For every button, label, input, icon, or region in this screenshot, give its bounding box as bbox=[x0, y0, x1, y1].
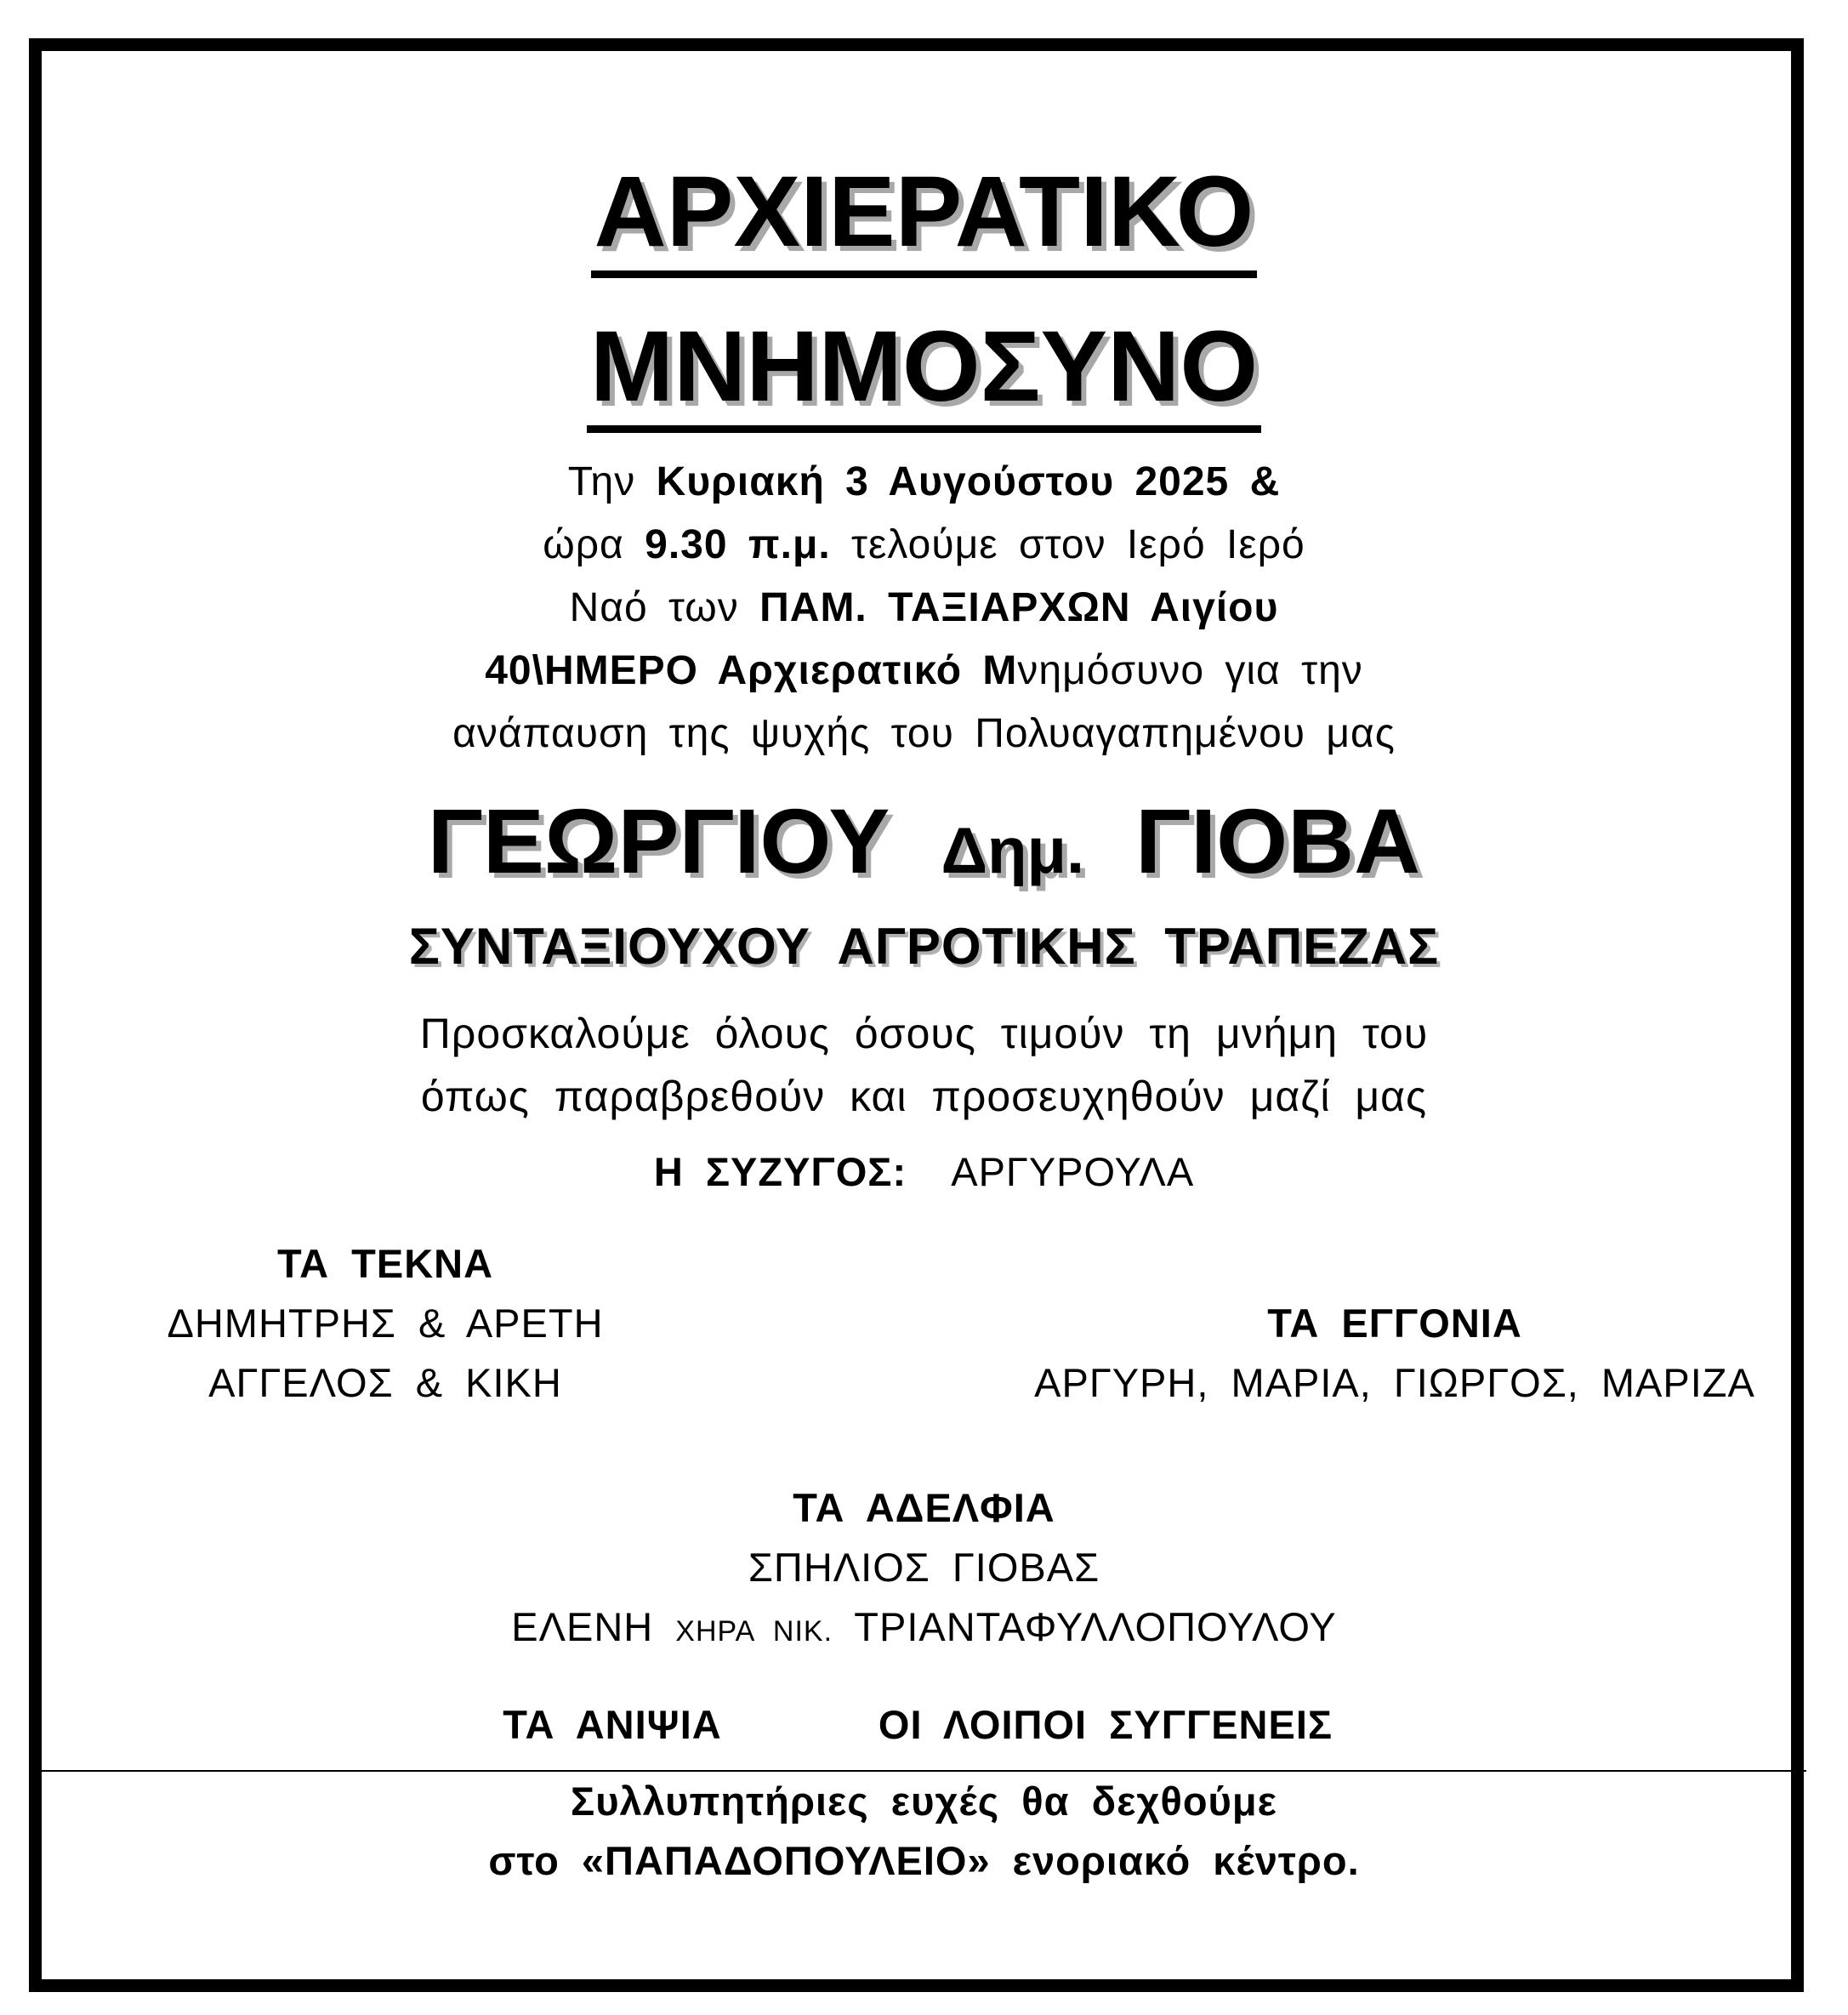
deceased-occupation: ΣΥΝΤΑΞΙΟΥΧΟΥ ΑΓΡΟΤΙΚΗΣ ΤΡΑΠΕΖΑΣ bbox=[408, 918, 1440, 975]
children-label: ΤΑ ΤΕΚΝΑ bbox=[276, 1241, 494, 1286]
title-line-2: ΜΝΗΜΟΣΥΝΟ bbox=[0, 316, 1848, 433]
invitation-line-1: Προσκαλούμε όλους όσους τιμούν τη μνήμη του bbox=[419, 1010, 1429, 1057]
title-line-1: ΑΡΧΙΕΡΑΤΙΚΟ bbox=[0, 162, 1848, 278]
footer-line-2: στο «ΠΑΠΑΔΟΠΟΥΛΕΙΟ» ενοριακό κέντρο. bbox=[488, 1838, 1360, 1883]
children-line-2: ΑΓΓΕΛΟΣ & ΚΙΚΗ bbox=[208, 1360, 562, 1405]
siblings-label: ΤΑ ΑΔΕΛΦΙΑ bbox=[793, 1485, 1055, 1530]
grandchildren-label: ΤΑ ΕΓΓΟΝΙΑ bbox=[1267, 1301, 1522, 1346]
relatives-label: ΟΙ ΛΟΙΠΟΙ ΣΥΓΓΕΝΕΙΣ bbox=[878, 1702, 1333, 1747]
nephews-label: ΤΑ ΑΝΙΨΙΑ bbox=[503, 1702, 722, 1747]
intro-line-4: 40\ΗΜΕΡΟ Αρχιερατικό Μνημόσυνο για την bbox=[485, 648, 1363, 693]
children-line-1: ΔΗΜΗΤΡΗΣ & ΑΡΕΤΗ bbox=[167, 1301, 604, 1346]
invitation-line-2: όπως παραβρεθούν και προσευχηθούν μαζί μας bbox=[420, 1073, 1428, 1120]
grandchildren-names: ΑΡΓΥΡΗ, ΜΑΡΙΑ, ΓΙΩΡΓΟΣ, ΜΑΡΙΖΑ bbox=[1034, 1360, 1755, 1405]
deceased-name: ΓΕΩΡΓΙΟΥ Δημ. ΓΙΟΒΑ bbox=[427, 789, 1421, 892]
siblings-line-1: ΣΠΗΛΙΟΣ ΓΙΟΒΑΣ bbox=[748, 1545, 1100, 1590]
spouse-line: Η ΣΥΖΥΓΟΣ: ΑΡΓΥΡΟΥΛΑ bbox=[653, 1149, 1195, 1194]
siblings-line-2: ΕΛΕΝΗ ΧΗΡΑ ΝΙΚ. ΤΡΙΑΝΤΑΦΥΛΛΟΠΟΥΛΟΥ bbox=[511, 1604, 1337, 1649]
intro-line-1: Την Κυριακή 3 Αυγούστου 2025 & bbox=[567, 459, 1281, 504]
intro-line-3: Ναό των ΠΑΜ. ΤΑΞΙΑΡΧΩΝ Αιγίου bbox=[569, 585, 1279, 630]
intro-line-5: ανάπαυση της ψυχής του Πολυαγαπημένου μας bbox=[452, 711, 1396, 756]
footer-line-1: Συλλυπητήριες ευχές θα δεχθούμε bbox=[571, 1779, 1277, 1824]
footer-divider bbox=[42, 1770, 1806, 1772]
intro-line-2: ώρα 9.30 π.μ. τελούμε στον Ιερό Ιερό bbox=[543, 522, 1305, 567]
